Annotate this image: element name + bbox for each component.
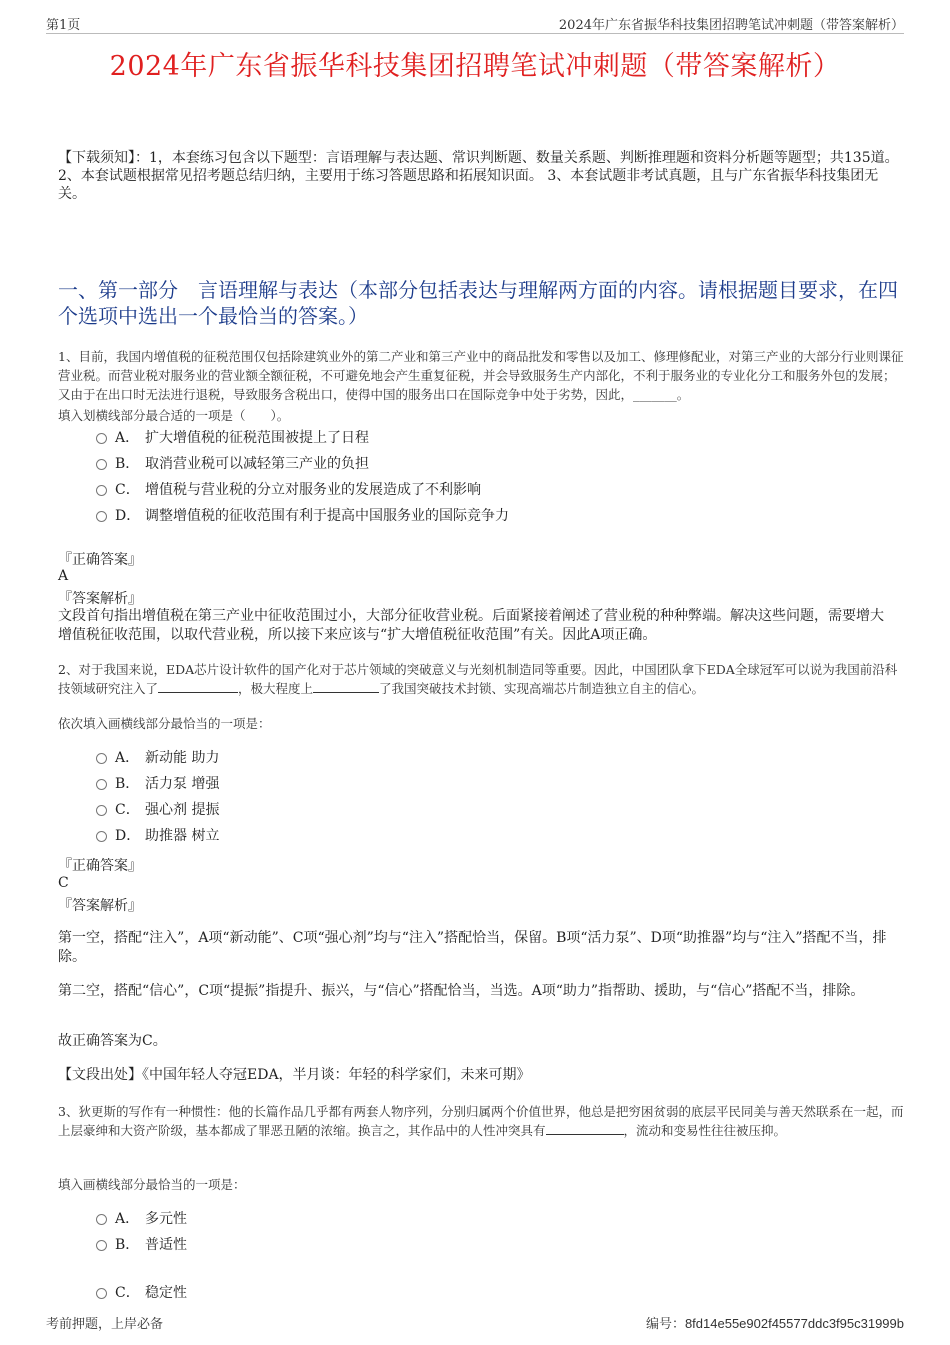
q1-analysis-label: 『答案解析』 xyxy=(58,591,142,607)
fill-blank xyxy=(158,680,238,693)
q2-conclusion: 故正确答案为C。 xyxy=(58,1033,167,1049)
q1-option-d[interactable]: D． 调整增值税的征收范围有利于提高中国服务业的国际竞争力 xyxy=(96,506,509,526)
header-divider xyxy=(46,33,904,34)
footer-slogan: 考前押题，上岸必备 xyxy=(46,1317,164,1332)
radio-icon[interactable] xyxy=(96,1240,107,1251)
q1-answer-label: 『正确答案』 xyxy=(58,552,142,568)
q2-analysis-1: 第一空，搭配“注入”，A项“新动能”、C项“强心剂”均与“注入”搭配恰当，保留。B项“活力泵”、D项“助推器”均与“注入”搭配不当，排除。 xyxy=(58,930,887,965)
q3-option-a[interactable]: A． 多元性 xyxy=(96,1209,187,1229)
fill-blank xyxy=(546,1122,624,1135)
radio-icon[interactable] xyxy=(96,831,107,842)
q2-option-c[interactable]: C． 强心剂 提振 xyxy=(96,800,219,820)
q2-prompt: 依次填入画横线部分最恰当的一项是： xyxy=(58,716,271,731)
q1-stem: 1、目前，我国内增值税的征税范围仅包括除建筑业外的第二产业和第三产业中的商品批发和零售以及加工、修理修配业，对第三产业的大部分行业则课征营业税。而营业税对服务业的营业额全额征税，不可避免地会产生重复征税，并会导致服务生产内部化，不利于服务业的专业化分工和服务外包的发展；又由于在出口时无法进行退税，导致服务含税出口，使得中国的服务出口在国际竞争中处于劣势，因此，_______。 xyxy=(58,349,904,402)
page-number: 第1页 xyxy=(46,18,81,33)
q1-option-c[interactable]: C． 增值税与营业税的分立对服务业的发展造成了不利影响 xyxy=(96,480,481,500)
q2-option-d[interactable]: D． 助推器 树立 xyxy=(96,826,219,846)
q2-source: 【文段出处】《中国年轻人夺冠EDA，半月谈：年轻的科学家们，未来可期》 xyxy=(58,1067,531,1083)
document-title: 2024年广东省振华科技集团招聘笔试冲刺题（带答案解析） xyxy=(109,51,841,82)
radio-icon[interactable] xyxy=(96,779,107,790)
radio-icon[interactable] xyxy=(96,1214,107,1225)
q2-option-a[interactable]: A． 新动能 助力 xyxy=(96,748,219,768)
q2-answer-label: 『正确答案』 xyxy=(58,858,142,874)
radio-icon[interactable] xyxy=(96,459,107,470)
radio-icon[interactable] xyxy=(96,753,107,764)
q3-stem: 3、狄更斯的写作有一种惯性：他的长篇作品几乎都有两套人物序列，分别归属两个价值世界，他总是把穷困贫弱的底层平民同美与善天然联系在一起，而上层豪绅和大资产阶级，基本都成了罪恶丑陋的浓缩。换言之，其作品中的人性冲突具有 ，流动和变易性往往被压抑。 xyxy=(58,1104,904,1138)
q1-option-b[interactable]: B． 取消营业税可以减轻第三产业的负担 xyxy=(96,454,369,474)
q1-answer: A xyxy=(58,568,69,584)
running-title: 2024年广东省振华科技集团招聘笔试冲刺题（带答案解析） xyxy=(558,18,904,33)
q1-analysis: 文段首句指出增值税在第三产业中征收范围过小，大部分征收营业税。后面紧接着阐述了营业税的种种弊端。解决这些问题，需要增大增值税征收范围，以取代营业税，所以接下来应该与“扩大增值税征收范围”有关。因此A项正确。 xyxy=(58,608,884,643)
q1-prompt: 填入划横线部分最合适的一项是（ ）。 xyxy=(58,408,290,423)
q3-prompt: 填入画横线部分最恰当的一项是： xyxy=(58,1177,246,1192)
q3-option-b[interactable]: B． 普适性 xyxy=(96,1235,187,1255)
q2-answer: C xyxy=(58,875,69,891)
radio-icon[interactable] xyxy=(96,511,107,522)
download-notice: 【下载须知】：1，本套练习包含以下题型：言语理解与表达题、常识判断题、数量关系题、判断推理题和资料分析题等题型；共135道。 2、本套试题根据常见招考题总结归纳，主要用于练习答题思路和拓展知识面。 3、本套试题非考试真题，且与广东省振华科技集团无关。 xyxy=(58,150,899,202)
radio-icon[interactable] xyxy=(96,485,107,496)
fill-blank xyxy=(313,680,379,693)
q2-stem: 2、对于我国来说，EDA芯片设计软件的国产化对于芯片领域的突破意义与光刻机制造同等重要。因此，中国团队拿下EDA全球冠军可以说为我国前沿科技领域研究注入了 ，极大程度上 了我国突破技术封锁、实现高端芯片制造独立自主的信心。 xyxy=(58,662,898,696)
section-heading: 一、第一部分 言语理解与表达（本部分包括表达与理解两方面的内容。请根据题目要求，在四个选项中选出一个最恰当的答案。） xyxy=(58,278,898,328)
radio-icon[interactable] xyxy=(96,805,107,816)
radio-icon[interactable] xyxy=(96,1288,107,1299)
q2-analysis-label: 『答案解析』 xyxy=(58,898,142,914)
q2-analysis-2: 第二空，搭配“信心”，C项“提振”指提升、振兴，与“信心”搭配恰当，当选。A项“助力”指帮助、援助，与“信心”搭配不当，排除。 xyxy=(58,983,865,999)
q2-option-b[interactable]: B． 活力泵 增强 xyxy=(96,774,219,794)
q1-option-a[interactable]: A． 扩大增值税的征税范围被提上了日程 xyxy=(96,428,369,448)
footer-code: 编号：8fd14e55e902f45577ddc3f95c31999b xyxy=(645,1316,904,1332)
q3-option-c[interactable]: C． 稳定性 xyxy=(96,1283,187,1303)
radio-icon[interactable] xyxy=(96,433,107,444)
